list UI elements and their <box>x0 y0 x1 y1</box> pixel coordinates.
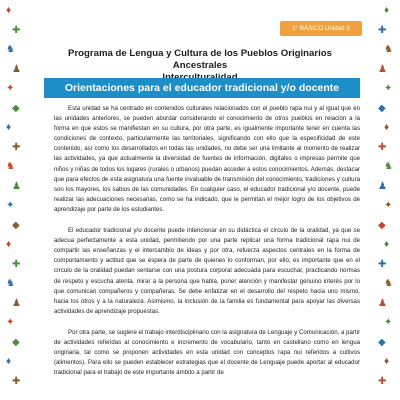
cross-icon: ✚ <box>378 24 387 36</box>
bird-icon: ♦ <box>384 356 390 367</box>
body-text <box>54 104 360 389</box>
cross-icon: ✚ <box>378 375 387 387</box>
star-icon: ✦ <box>6 200 15 211</box>
paragraph: El educador tradicional y/o docente puede intencionar en su didáctica el círculo de la oralidad, ya que se adecua perfectamente a esta unidad, permitiendo por una parte replicar una forma tradicional rapa nui de compartir las enseñanzas y el intercambio de ideas y por otra, refuerza aspectos centrales en la forma de comportamiento y actitud que se espera de parte de quienes lo conforman, por ello, es importante que en el círculo de la oralidad puedan sentarse con una postura corporal adecuada para escuchar, practicando normas de respeto y escucha atenta, mirar a la persona que habla, poner atención y manifestar genuino interés por lo que comunican compañeros y compañeras. Se debe enfatizar en el desarrollo del respeto hacia uno mismo, hacia los otros y a la naturaleza. Asimismo, la inclusión de la familia es fundamental para apoyar las diversas actividades de aprendizaje propuestas. <box>54 227 360 315</box>
bird-icon: ♦ <box>384 122 390 133</box>
cross-icon: ✚ <box>378 258 387 270</box>
cross-icon: ✚ <box>12 24 21 36</box>
document-title-line1: Programa de Lengua y Cultura de los Pueblos Originarios Ancestrales <box>68 48 332 71</box>
cross-icon: ✚ <box>12 141 21 153</box>
bird-icon: ♦ <box>6 5 12 16</box>
fish-icon: ◆ <box>378 102 386 114</box>
figure-icon: ♟ <box>12 63 21 75</box>
fish-icon: ◆ <box>378 219 386 231</box>
cross-icon: ✚ <box>378 141 387 153</box>
fish-icon: ◆ <box>12 219 20 231</box>
bird-icon: ♦ <box>6 122 12 133</box>
llama-icon: ♞ <box>384 278 393 289</box>
paragraph: Por otra parte, se sugiere el trabajo interdisciplinario con la asignatura de Lenguaje y Comunicación, a partir de actividades referidas al conocimiento e incremento de vocabulario, tanto en castellano como en lengua originaria, tal como se proponen actividades en esta unidad con conceptos rapa nui referidos a cultivos (alimentos). Para ello se pueden establecer estrategias que el docente de Lenguaje puede aportar al educador tradicional para el trabajo de este importante ámbito a partir de <box>54 328 360 377</box>
cross-icon: ✚ <box>12 258 21 270</box>
grade-unit-badge: 1° BÁSICO Unidad 3 <box>280 21 362 36</box>
figure-icon: ♟ <box>378 63 387 75</box>
bird-icon: ♦ <box>384 5 390 16</box>
llama-icon: ♞ <box>6 161 15 172</box>
left-decorative-border <box>0 0 28 400</box>
cross-icon: ✚ <box>12 375 21 387</box>
star-icon: ✦ <box>6 83 15 94</box>
figure-icon: ♟ <box>378 297 387 309</box>
llama-icon: ♞ <box>384 44 393 55</box>
llama-icon: ♞ <box>6 44 15 55</box>
star-icon: ✦ <box>384 200 393 211</box>
figure-icon: ♟ <box>378 180 387 192</box>
bird-icon: ♦ <box>384 239 390 250</box>
fish-icon: ◆ <box>12 102 20 114</box>
fish-icon: ◆ <box>12 336 20 348</box>
llama-icon: ♞ <box>384 161 393 172</box>
figure-icon: ♟ <box>12 180 21 192</box>
bird-icon: ♦ <box>6 239 12 250</box>
right-decorative-border <box>372 0 400 400</box>
figure-icon: ♟ <box>12 297 21 309</box>
fish-icon: ◆ <box>378 336 386 348</box>
star-icon: ✦ <box>384 83 393 94</box>
bird-icon: ♦ <box>6 356 12 367</box>
star-icon: ✦ <box>6 317 15 328</box>
llama-icon: ♞ <box>6 278 15 289</box>
paragraph: Esta unidad se ha centrado en contenidos culturales relacionados con el pueblo rapa nui y al igual que en las unidades anteriores, se pueden abordar considerando el conocimiento de otros pueblos en relación a la forma en que estos se manifiestan en su cultura, por otra parte, es igualmente importante tener en cuenta las condiciones de contexto, particularmente las territoriales, significando con ello que la especificidad de este contenido, así como los desarrollados en todas las unidades, no debe ser una limitante al momento de realizar las actividades, ya que actualmente la diversidad de fuentes de información, digitales o impresas permite que niños y niñas de todos los lugares (rurales o urbanos) puedan acceder a estos conocimientos. Además, destacar que para efectos de esta asignatura una fuente invaluable de transmisión del conocimiento, tradiciones y cultura son los mayores, los sabios de las comunidades. En cualquier caso, el educador tradicional y/o docente, puede realizar las adecuaciones necesarias, como se ha indicado, que le permitan el mejor logro de los objetivos de aprendizaje por parte de los estudiantes. <box>54 105 360 213</box>
star-icon: ✦ <box>384 317 393 328</box>
section-banner: Orientaciones para el educador tradicional y/o docente <box>44 78 360 98</box>
